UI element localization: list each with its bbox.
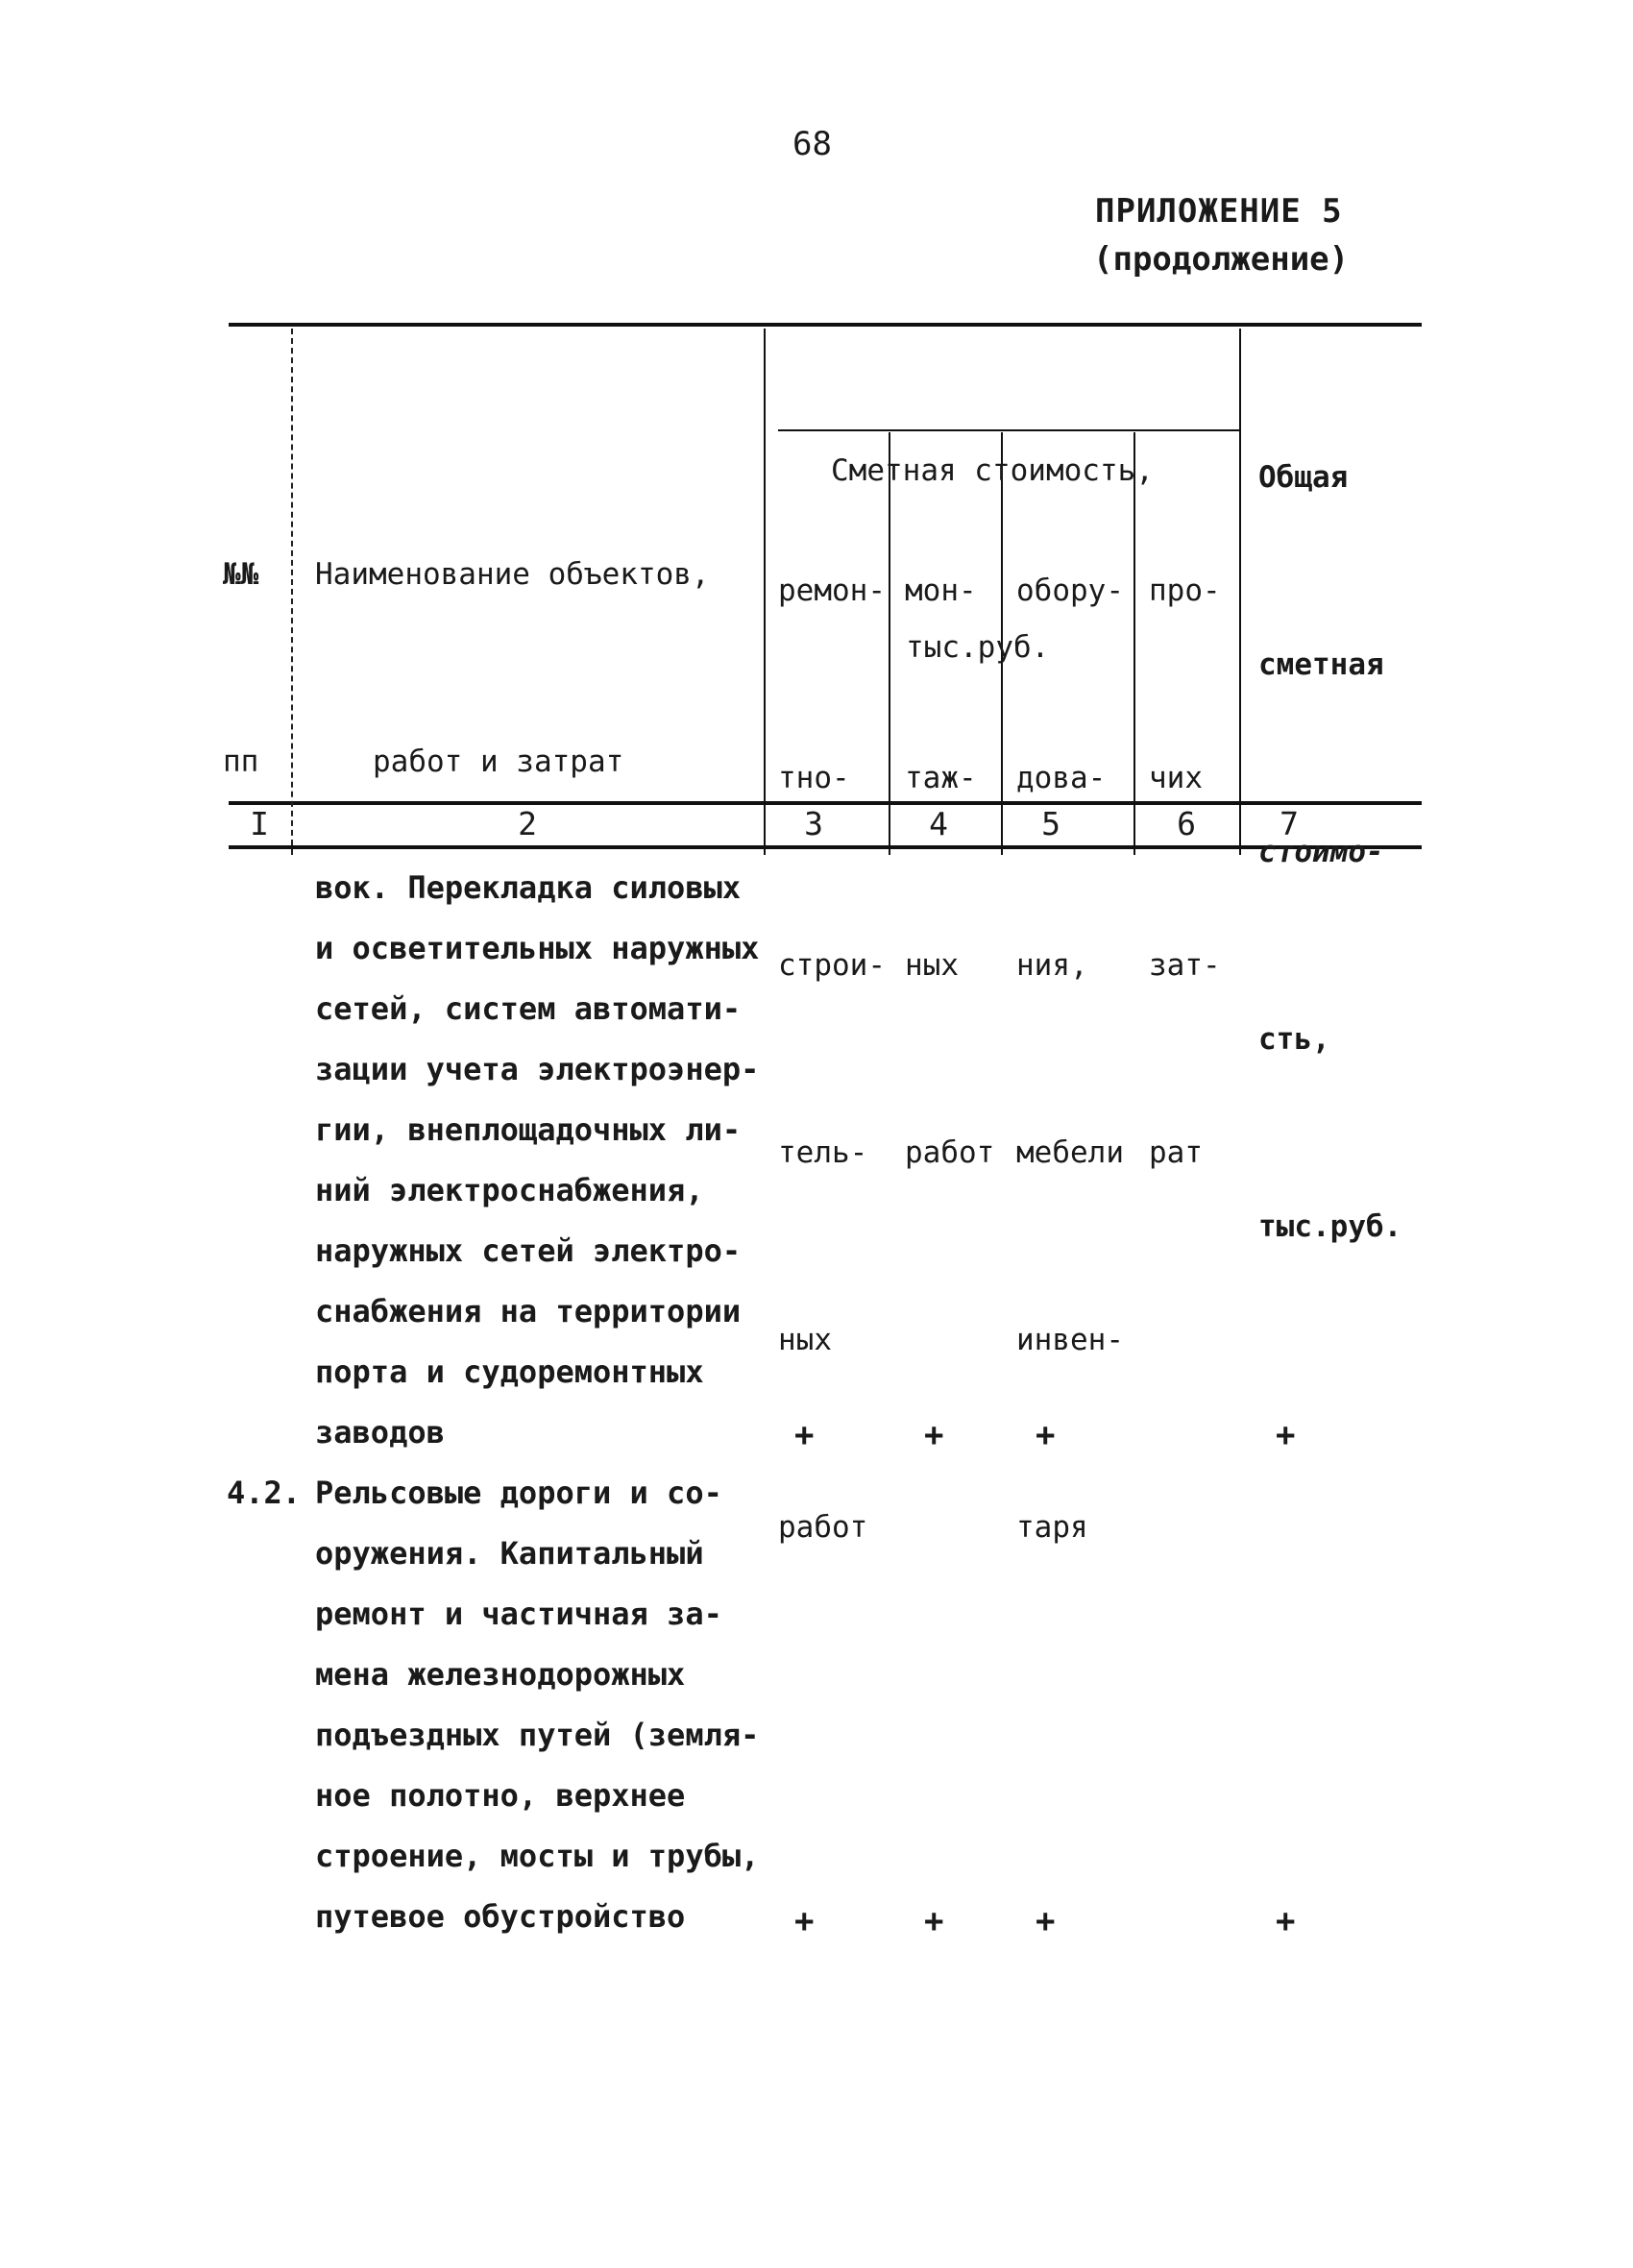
header-col7-line: стоимо- [1258, 835, 1384, 869]
header-name-line: Наименование объектов, [315, 557, 710, 592]
header-col7-line: тыс.руб. [1258, 1209, 1402, 1244]
col-divider-2 [764, 329, 766, 855]
cost-mark: + [1036, 1902, 1056, 1940]
row-text-line: вок. Перекладка силовых [315, 869, 742, 906]
column-number: I [250, 805, 269, 842]
header-col4-line: работ [905, 1135, 995, 1170]
row-text-line: порта и судоремонтных [315, 1353, 704, 1390]
header-col4-line: ных [905, 948, 959, 983]
cost-mark: + [924, 1902, 944, 1940]
header-col5-line: мебели [1016, 1135, 1124, 1170]
cost-mark: + [794, 1902, 815, 1940]
cost-mark: + [1276, 1902, 1296, 1940]
header-col3-line: ремон- [778, 573, 886, 608]
header-col3-line: работ [778, 1510, 868, 1545]
row-text-line: оружения. Капитальный [315, 1535, 704, 1572]
header-cost-line: тыс.руб. [906, 630, 1050, 665]
row-text-line: ное полотно, верхнее [315, 1777, 686, 1814]
row-text-line: зации учета электроэнер- [315, 1051, 760, 1087]
column-number: 7 [1280, 805, 1299, 842]
header-name [315, 419, 710, 856]
row-text-line: ний электроснабжения, [315, 1172, 704, 1208]
row-text-line: заводов [315, 1414, 445, 1451]
header-col5-line: таря [1016, 1510, 1088, 1545]
header-col3-line: тно- [778, 761, 850, 795]
column-number: 4 [929, 805, 948, 842]
page-number: 68 [792, 125, 832, 163]
header-col7-line: сть, [1258, 1022, 1330, 1057]
appendix-subtitle: (продолжение) [1093, 240, 1350, 279]
header-col5-line: ния, [1016, 948, 1088, 983]
header-col7-line: сметная [1258, 647, 1384, 682]
header-num-line: №№ [223, 557, 259, 592]
row-text-line: снабжения на территории [315, 1293, 742, 1329]
header-col6-line: чих [1149, 761, 1203, 795]
column-number: 5 [1041, 805, 1060, 842]
header-col4-line: мон- [905, 573, 977, 608]
column-number: 3 [804, 805, 823, 842]
row-text-line: мена железнодорожных [315, 1656, 686, 1693]
cost-mark: + [1276, 1416, 1296, 1454]
row-text-line: подъездных путей (земля- [315, 1717, 760, 1753]
header-col6-line: про- [1149, 573, 1221, 608]
col-divider-1 [291, 329, 293, 855]
column-number: 6 [1177, 805, 1196, 842]
row-number: 4.2. [227, 1475, 302, 1511]
col-divider-6 [1239, 329, 1241, 855]
header-col5-line: обору- [1016, 573, 1124, 608]
row-text-line: Рельсовые дороги и со- [315, 1475, 722, 1511]
cost-mark: + [794, 1416, 815, 1454]
appendix-title: ПРИЛОЖЕНИЕ 5 [1095, 192, 1343, 231]
header-col3-line: строи- [778, 948, 886, 983]
header-cost-line: Сметная стоимость, [831, 453, 1154, 488]
header-col5-line: дова- [1016, 761, 1107, 795]
header-col3-line: тель- [778, 1135, 868, 1170]
header-col5 [1016, 435, 1124, 1622]
header-col4-line: таж- [905, 761, 977, 795]
row-text-line: ремонт и частичная за- [315, 1596, 722, 1632]
row-text-line: гии, внеплощадочных ли- [315, 1111, 742, 1148]
column-number: 2 [518, 805, 537, 842]
table-top-rule [229, 323, 1422, 327]
header-col7-line: Общая [1258, 460, 1349, 495]
header-name-line: работ и затрат [373, 744, 624, 779]
header-col3-line: ных [778, 1323, 832, 1357]
header-col6-line: рат [1149, 1135, 1203, 1170]
header-num-line: пп [223, 744, 259, 779]
cost-mark: + [924, 1416, 944, 1454]
header-num [223, 419, 258, 856]
row-text-line: и осветительных наружных [315, 930, 760, 966]
header-col6-line: зат- [1149, 948, 1221, 983]
row-text-line: сетей, систем автомати- [315, 990, 742, 1027]
header-col5-line: инвен- [1016, 1323, 1124, 1357]
row-text-line: путевое обустройство [315, 1898, 686, 1935]
cost-mark: + [1036, 1416, 1056, 1454]
row-text-line: наружных сетей электро- [315, 1232, 742, 1269]
row-text-line: строение, мосты и трубы, [315, 1838, 760, 1874]
